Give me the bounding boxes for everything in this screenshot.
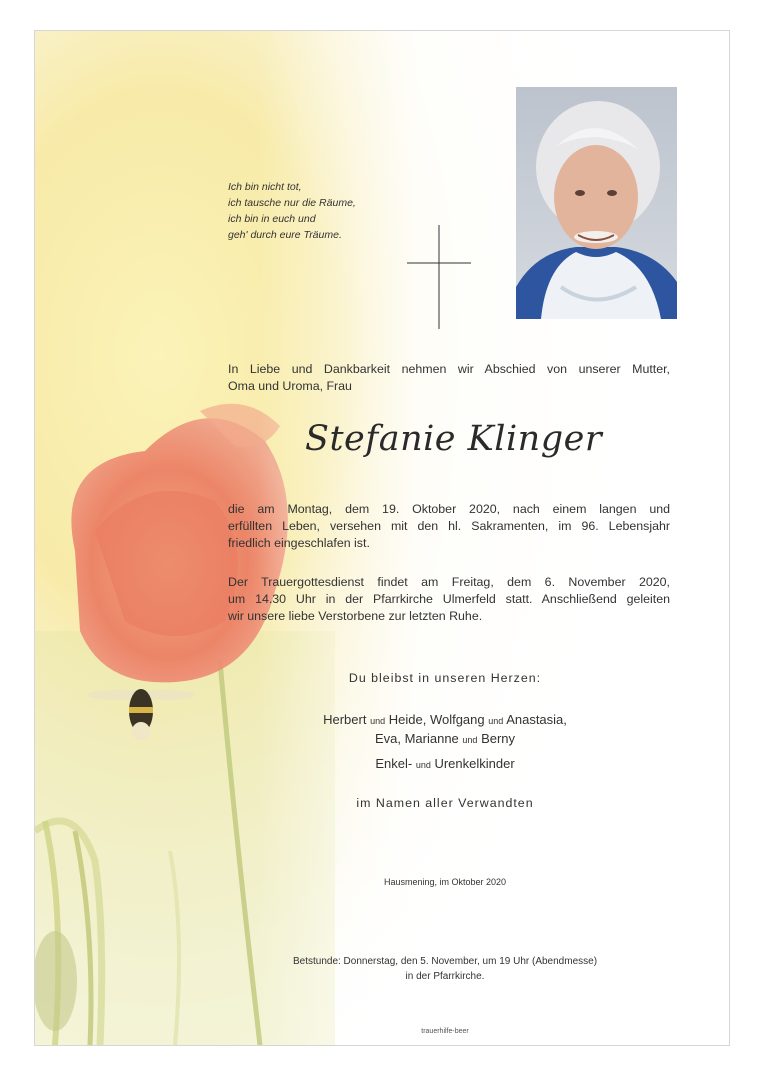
family-name: Enkel- <box>375 756 413 771</box>
relatives-line: im Namen aller Verwandten <box>356 796 534 810</box>
family-connector: und <box>415 760 431 770</box>
prayer-line-2: in der Pfarrkirche. <box>405 971 485 982</box>
family-name: Anastasia, <box>506 712 567 727</box>
family-line-1 <box>195 712 695 727</box>
portrait-photo <box>516 87 677 319</box>
service-line: um 14.30 Uhr in der Pfarrkirche Ulmerfeld statt. Anschließend geleiten <box>228 592 670 606</box>
intro-text <box>228 361 670 395</box>
service-line: wir unsere liebe Verstorbene zur letzten Ruhe. <box>228 609 483 623</box>
death-notice-line: die am Montag, dem 19. Oktober 2020, nach einem langen und <box>228 502 670 516</box>
poem <box>228 179 428 243</box>
service-line: Der Trauergottesdienst findet am Freitag, dem 6. November 2020, <box>228 575 670 589</box>
family-line-2 <box>195 731 695 746</box>
cross-icon <box>407 225 471 329</box>
family-connector: und <box>462 735 478 745</box>
family-name: Urenkelkinder <box>434 756 515 771</box>
poem-line: ich tausche nur die Räume, <box>228 197 356 209</box>
intro-line: In Liebe und Dankbarkeit nehmen wir Abschied von unserer Mutter, <box>228 362 670 376</box>
deceased-name: Stefanie Klinger <box>305 419 603 459</box>
family-line-3 <box>195 756 695 771</box>
family-name: Eva, Marianne <box>374 731 459 746</box>
poem-line: ich bin in euch und <box>228 213 316 225</box>
intro-line: Oma und Uroma, Frau <box>228 379 352 393</box>
family-name: Berny <box>481 731 516 746</box>
footer-brand: trauerhilfe-beer <box>421 1028 469 1035</box>
death-notice <box>228 501 670 552</box>
family-name: Herbert <box>323 712 367 727</box>
poem-line: geh' durch eure Träume. <box>228 229 342 241</box>
prayer-line-1: Betstunde: Donnerstag, den 5. November, um 19 Uhr (Abendmesse) <box>292 956 598 967</box>
poem-line: Ich bin nicht tot, <box>228 181 302 193</box>
obituary-card <box>34 30 730 1046</box>
service-notice <box>228 574 670 625</box>
hearts-line: Du bleibst in unseren Herzen: <box>348 671 542 685</box>
family-connector: und <box>370 716 386 726</box>
place-date: Hausmening, im Oktober 2020 <box>383 877 507 887</box>
family-name: Heide, Wolfgang <box>388 712 485 727</box>
family-connector: und <box>488 716 504 726</box>
death-notice-line: friedlich eingeschlafen ist. <box>228 536 370 550</box>
death-notice-line: erfüllten Leben, versehen mit den hl. Sakramenten, im 96. Lebensjahr <box>228 519 670 533</box>
